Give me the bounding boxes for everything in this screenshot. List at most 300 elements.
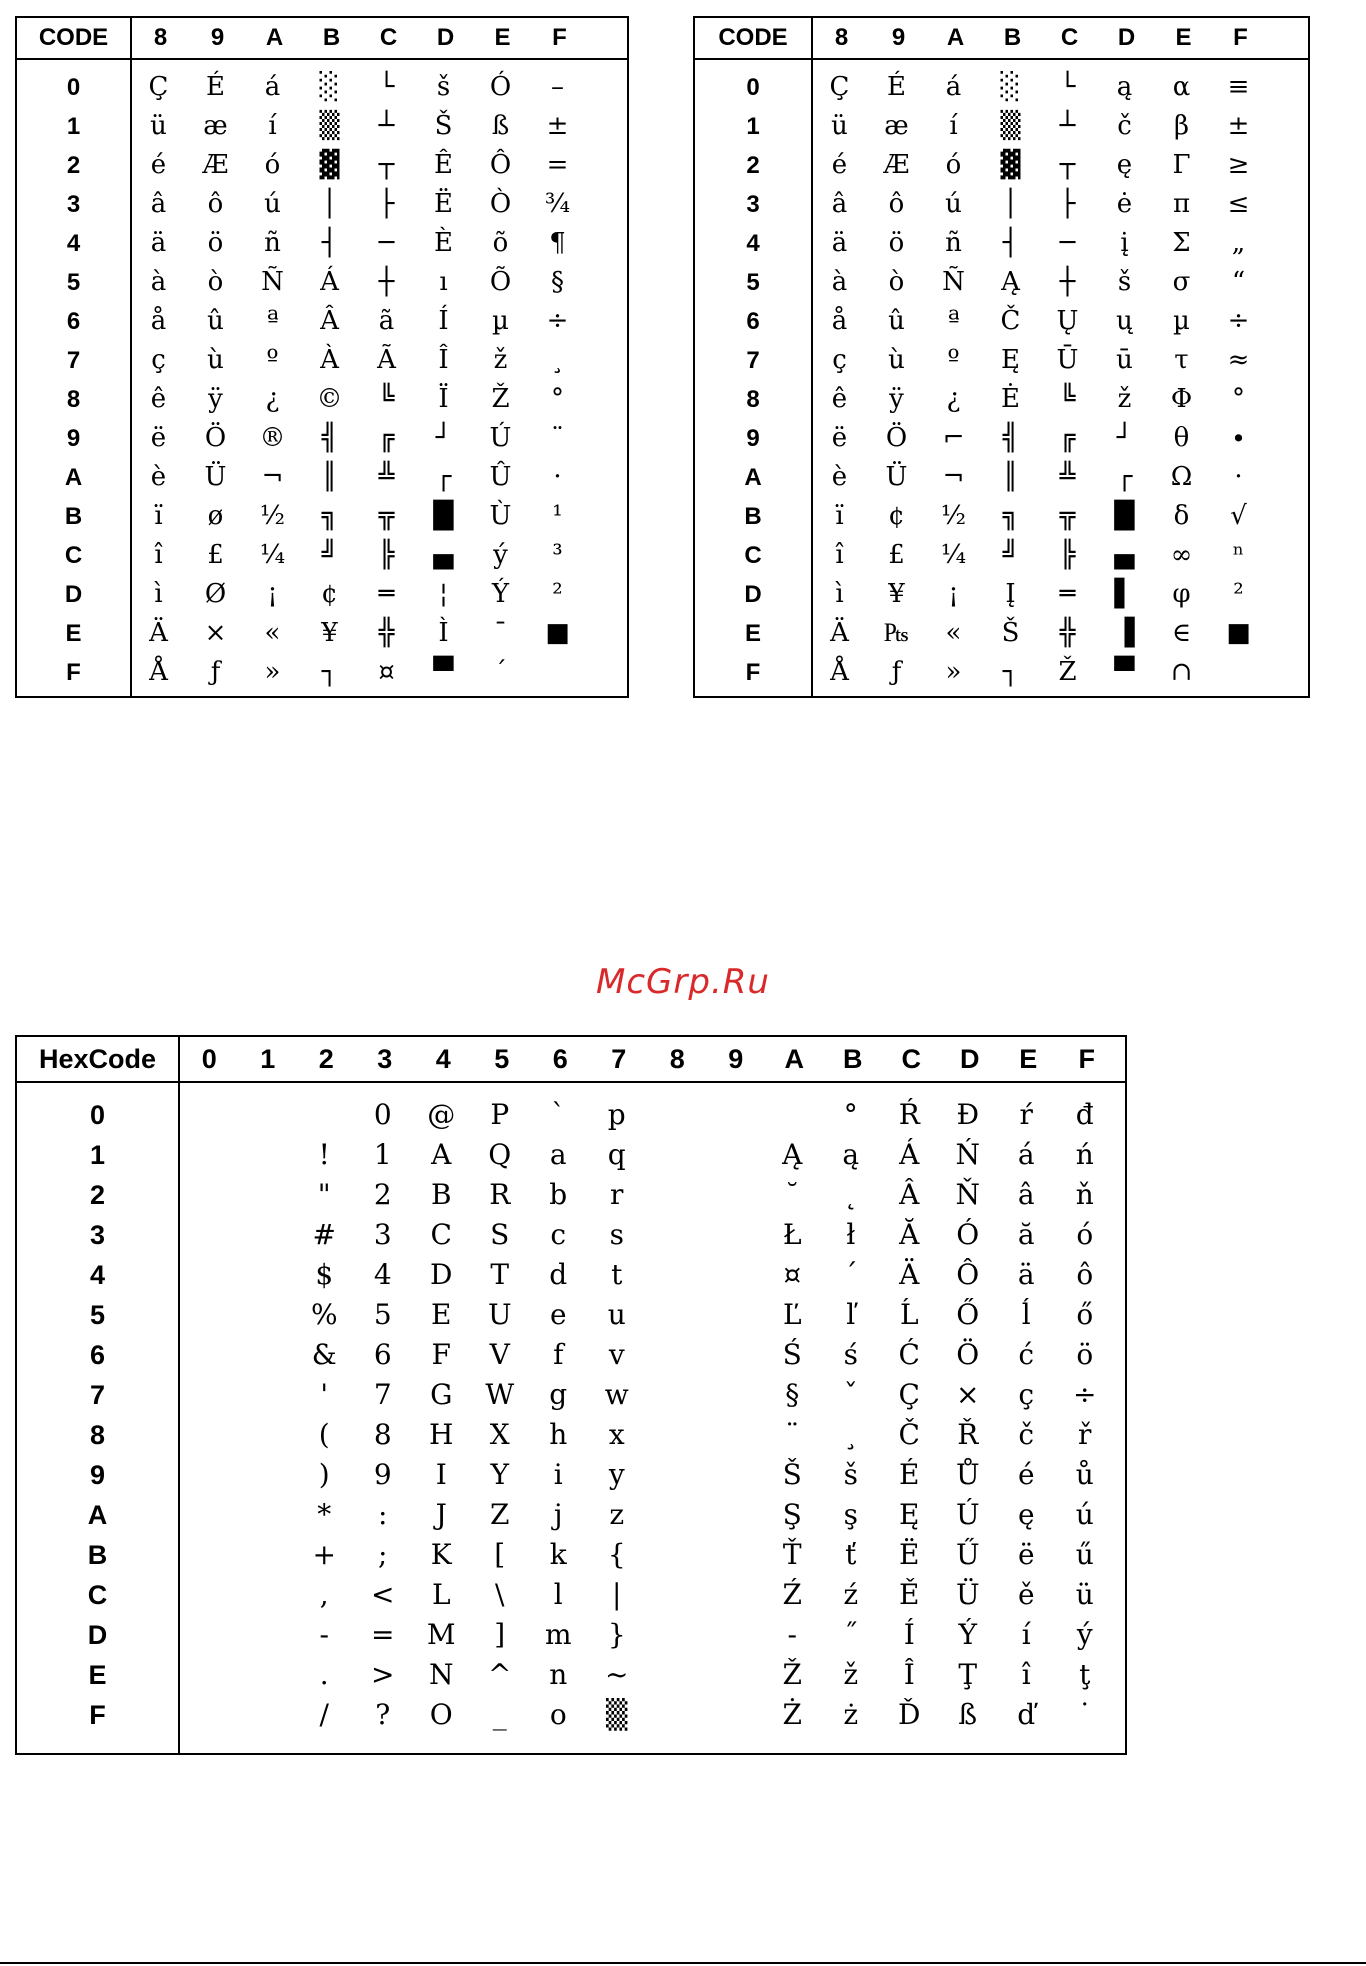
glyph-cell: đ	[1075, 1098, 1094, 1131]
glyph-cell: Ů	[955, 1458, 980, 1491]
glyph-cell: ö	[888, 228, 905, 258]
glyph-cell: Û	[489, 462, 512, 492]
glyph-cell: ╗	[1002, 501, 1019, 531]
glyph-cell: ß	[491, 111, 510, 141]
glyph-cell: >	[371, 1658, 395, 1691]
row-label: D	[744, 581, 762, 608]
watermark: McGrp.Ru	[596, 962, 770, 1002]
glyph-cell: %	[310, 1298, 338, 1331]
column-header: A	[784, 1044, 804, 1074]
glyph-cell: C	[430, 1218, 452, 1251]
glyph-cell: Ū	[1056, 345, 1079, 375]
glyph-cell: Ă	[899, 1218, 920, 1251]
glyph-cell: î	[835, 540, 844, 570]
glyph-cell: ┴	[378, 111, 395, 141]
glyph-cell: ░	[319, 72, 340, 102]
row-label: B	[64, 503, 83, 530]
glyph-cell: "	[317, 1178, 331, 1211]
glyph-cell: Í	[438, 306, 449, 336]
column-header: B	[843, 1044, 863, 1074]
glyph-cell: ù	[888, 345, 905, 375]
glyph-cell: ª	[266, 306, 279, 336]
glyph-cell: ∩	[1170, 657, 1193, 687]
glyph-cell: ñ	[264, 228, 281, 258]
glyph-cell: Ä	[149, 618, 168, 648]
glyph-cell: r	[610, 1178, 624, 1211]
code-table-right	[693, 16, 1310, 698]
glyph-cell: °	[843, 1098, 858, 1131]
column-header: 7	[611, 1044, 627, 1074]
glyph-cell: │	[1002, 189, 1019, 219]
glyph-cell: |	[612, 1578, 622, 1611]
glyph-cell: ë	[150, 423, 167, 453]
glyph-cell: ≈	[1227, 345, 1250, 375]
row-label: 0	[746, 74, 760, 101]
glyph-cell: ´	[843, 1258, 858, 1291]
glyph-cell: ă	[1017, 1218, 1035, 1251]
glyph-cell: Ď	[898, 1698, 921, 1731]
glyph-cell: ├	[378, 189, 395, 219]
glyph-cell: ,	[319, 1578, 329, 1611]
glyph-cell: √	[1230, 501, 1247, 531]
glyph-cell: Å	[149, 657, 168, 687]
glyph-cell: Š	[434, 111, 453, 141]
glyph-cell: Ű	[955, 1538, 980, 1571]
glyph-cell: z	[609, 1498, 625, 1531]
glyph-cell: _	[492, 1698, 507, 1731]
glyph-cell: E	[431, 1298, 452, 1331]
glyph-cell: Ź	[782, 1578, 802, 1611]
glyph-cell: Ç	[148, 72, 169, 102]
glyph-cell: ý	[493, 540, 508, 570]
row-label: D	[87, 1620, 108, 1650]
glyph-cell: Y	[490, 1458, 509, 1491]
row-label: 9	[746, 425, 760, 452]
glyph-cell: ž	[1117, 384, 1132, 414]
glyph-cell: 5	[373, 1298, 392, 1331]
glyph-cell: m	[544, 1618, 572, 1651]
glyph-cell: h	[549, 1418, 568, 1451]
row-label: 2	[746, 152, 760, 179]
glyph-cell: ═	[1059, 579, 1076, 609]
glyph-cell: Â	[899, 1178, 920, 1211]
glyph-cell: O	[429, 1698, 453, 1731]
glyph-cell: Ž	[1058, 657, 1077, 687]
glyph-cell: β	[1173, 111, 1190, 141]
glyph-cell: ń	[1075, 1138, 1094, 1171]
glyph-cell: Ż	[782, 1698, 802, 1731]
glyph-cell: Ó	[956, 1218, 980, 1251]
glyph-cell: ■	[1226, 618, 1251, 648]
column-header: 1	[260, 1044, 276, 1074]
column-header: C	[1060, 24, 1079, 51]
glyph-cell: Ñ	[942, 267, 965, 297]
glyph-cell: Ž	[491, 384, 510, 414]
glyph-cell: ú	[945, 189, 962, 219]
glyph-cell: ª	[947, 306, 960, 336]
glyph-cell: i	[553, 1458, 563, 1491]
glyph-cell: â	[150, 189, 167, 219]
glyph-cell: µ	[1173, 306, 1190, 336]
glyph-cell: 6	[373, 1338, 392, 1371]
glyph-cell: ë	[1017, 1538, 1035, 1571]
glyph-cell: (	[318, 1418, 330, 1451]
glyph-cell: @	[427, 1098, 456, 1131]
row-label: 9	[66, 425, 81, 452]
glyph-cell: α	[1172, 72, 1191, 102]
row-label: 0	[66, 74, 81, 101]
glyph-cell: Ø	[204, 579, 227, 609]
glyph-cell: ▄	[433, 540, 454, 570]
glyph-cell: Ų	[1056, 306, 1079, 336]
glyph-cell: ┐	[321, 657, 338, 687]
glyph-cell: ¡	[267, 579, 278, 609]
row-label: C	[744, 542, 762, 569]
glyph-cell: σ	[1172, 267, 1191, 297]
glyph-cell: L	[431, 1578, 451, 1611]
glyph-cell: ů	[1075, 1458, 1094, 1491]
glyph-cell: ¯	[494, 618, 507, 648]
glyph-cell: Á	[320, 267, 339, 297]
code-header: CODE	[17, 18, 132, 58]
glyph-cell: Ŕ	[898, 1098, 920, 1131]
glyph-cell: ž	[843, 1658, 859, 1691]
glyph-cell: ç	[1018, 1378, 1035, 1411]
glyph-cell: 3	[373, 1218, 392, 1251]
glyph-cell: „	[1231, 228, 1246, 258]
glyph-cell: í	[268, 111, 277, 141]
glyph-cell: ù	[207, 345, 224, 375]
glyph-cell: :	[378, 1498, 388, 1531]
glyph-cell: ]	[494, 1618, 506, 1651]
glyph-cell: ▓	[319, 150, 340, 180]
glyph-cell: ¶	[549, 228, 566, 258]
glyph-cell: Σ	[1172, 228, 1191, 258]
glyph-cell: Ą	[1001, 267, 1020, 297]
glyph-cell: ÷	[1227, 306, 1250, 336]
glyph-cell: ä	[831, 228, 848, 258]
column-header: D	[436, 24, 455, 51]
glyph-cell: «	[264, 618, 281, 648]
glyph-cell: y	[608, 1458, 625, 1491]
glyph-cell: p	[607, 1098, 626, 1131]
glyph-cell: Š	[1001, 618, 1020, 648]
glyph-cell: /	[319, 1698, 329, 1731]
column-header: 6	[552, 1044, 568, 1074]
glyph-cell: Ś	[782, 1338, 802, 1371]
glyph-cell: ─	[378, 228, 395, 258]
glyph-cell: ę	[1116, 150, 1133, 180]
glyph-cell: ┴	[1059, 111, 1076, 141]
glyph-cell: *	[317, 1498, 332, 1531]
glyph-cell: G	[430, 1378, 453, 1411]
glyph-cell: Ő	[956, 1298, 980, 1331]
glyph-cell: Ú	[489, 423, 512, 453]
glyph-cell: í	[949, 111, 958, 141]
glyph-cell: ·	[1234, 462, 1243, 492]
glyph-cell: B	[430, 1178, 452, 1211]
glyph-cell: ú	[264, 189, 281, 219]
glyph-cell: ·	[553, 462, 562, 492]
glyph-cell: └	[1059, 72, 1076, 102]
glyph-cell: ┌	[1116, 462, 1133, 492]
glyph-cell: è	[831, 462, 848, 492]
glyph-cell: °	[551, 384, 564, 414]
glyph-cell: Γ	[1172, 150, 1191, 180]
glyph-cell: l	[553, 1578, 563, 1611]
glyph-cell: ´	[494, 657, 507, 687]
glyph-cell: ¨	[551, 423, 564, 453]
glyph-cell: É	[899, 1458, 920, 1491]
glyph-cell: 0	[373, 1098, 392, 1131]
glyph-cell: å	[831, 306, 848, 336]
glyph-cell: ď	[1017, 1698, 1036, 1731]
glyph-cell: Õ	[489, 267, 512, 297]
glyph-cell: ä	[1017, 1258, 1035, 1291]
glyph-cell: {	[607, 1538, 626, 1571]
glyph-cell: ∞	[1170, 540, 1193, 570]
glyph-cell: Ę	[899, 1498, 920, 1531]
glyph-cell: ŕ	[1019, 1098, 1033, 1131]
glyph-cell: ę	[1017, 1498, 1035, 1531]
glyph-cell: ▒	[1000, 111, 1021, 141]
glyph-cell: ╣	[1002, 423, 1019, 453]
glyph-cell: δ	[1173, 501, 1190, 531]
glyph-cell: į	[1120, 228, 1129, 258]
glyph-cell: a	[549, 1138, 567, 1171]
glyph-cell: Ľ	[782, 1298, 802, 1331]
glyph-cell: ∈	[1171, 618, 1192, 648]
glyph-cell: ├	[1059, 189, 1076, 219]
glyph-cell: ╚	[378, 384, 395, 414]
glyph-cell: ¡	[948, 579, 959, 609]
glyph-cell: ╩	[378, 462, 395, 492]
glyph-cell: ║	[321, 462, 338, 492]
glyph-cell: =	[546, 150, 569, 180]
glyph-cell: Ù	[489, 501, 512, 531]
glyph-cell: #	[312, 1218, 336, 1251]
column-header: A	[946, 24, 965, 51]
glyph-cell: ò	[888, 267, 905, 297]
glyph-cell: á	[264, 72, 281, 102]
glyph-cell: õ	[492, 228, 509, 258]
glyph-cell: Á	[899, 1138, 920, 1171]
glyph-cell: ▒	[605, 1698, 628, 1731]
glyph-cell: M	[426, 1618, 456, 1651]
row-label: 2	[89, 1180, 106, 1210]
glyph-cell: è	[150, 462, 167, 492]
glyph-cell: æ	[884, 111, 909, 141]
glyph-cell: ï	[835, 501, 844, 531]
glyph-cell: Ì	[438, 618, 449, 648]
row-labels	[17, 1081, 180, 1753]
glyph-cell: ö	[1076, 1338, 1094, 1371]
glyph-cell: Ń	[955, 1138, 980, 1171]
glyph-cell: -	[319, 1618, 329, 1651]
glyph-cell: ≤	[1227, 189, 1250, 219]
glyph-cell: X	[489, 1418, 510, 1451]
glyph-cell: ┼	[1059, 267, 1076, 297]
glyph-cell: U	[487, 1298, 512, 1331]
column-header: F	[1233, 24, 1248, 51]
glyph-cell: é	[150, 150, 167, 180]
column-header: 2	[318, 1044, 334, 1074]
glyph-cell: Ó	[489, 72, 512, 102]
glyph-cell: ≡	[1227, 72, 1250, 102]
glyph-cell: «	[945, 618, 962, 648]
glyph-cell: V	[489, 1338, 510, 1371]
glyph-cell: í	[1021, 1618, 1031, 1651]
glyph-cell: Ł	[782, 1218, 802, 1251]
glyph-cell: ˘	[785, 1178, 800, 1211]
glyph-cell: ß	[958, 1698, 978, 1731]
glyph-cell: Ö	[204, 423, 227, 453]
row-label: 6	[746, 308, 760, 335]
glyph-cell: ×	[956, 1378, 980, 1411]
column-header: B	[1003, 24, 1022, 51]
glyph-cell: ¿	[946, 384, 961, 414]
glyph-cell: Æ	[202, 150, 229, 180]
glyph-cell: ┬	[378, 150, 395, 180]
glyph-cell: ì	[154, 579, 163, 609]
glyph-cell: t	[611, 1258, 623, 1291]
glyph-cell: ─	[1059, 228, 1076, 258]
glyph-cell: »	[264, 657, 281, 687]
glyph-cell: '	[320, 1378, 329, 1411]
glyph-cell: û	[888, 306, 905, 336]
row-label: 8	[746, 386, 760, 413]
column-header: 8	[153, 24, 168, 51]
glyph-cell: ╣	[321, 423, 338, 453]
glyph-cell: ═	[378, 579, 395, 609]
glyph-cell: P	[490, 1098, 510, 1131]
glyph-cell: È	[434, 228, 453, 258]
glyph-cell: ^	[488, 1658, 512, 1691]
glyph-cell: ?	[375, 1698, 391, 1731]
row-label: 9	[89, 1460, 106, 1490]
row-label: 7	[89, 1380, 106, 1410]
glyph-cell: ˇ	[843, 1378, 858, 1411]
column-header: D	[1117, 24, 1136, 51]
column-header: E	[1019, 1044, 1038, 1074]
glyph-cell: Ţ	[958, 1658, 978, 1691]
glyph-cell: Î	[903, 1658, 915, 1691]
glyph-cell: ²	[1233, 579, 1244, 609]
column-header: E	[1175, 24, 1192, 51]
glyph-cell: ¬	[942, 462, 965, 492]
glyph-cell: ý	[1076, 1618, 1093, 1651]
glyph-cell: N	[429, 1658, 454, 1691]
glyph-cell: Ž	[782, 1658, 802, 1691]
glyph-cell: ~	[605, 1658, 629, 1691]
glyph-cell: ç	[832, 345, 847, 375]
glyph-cell: ê	[150, 384, 167, 414]
glyph-cell: ⁿ	[1232, 540, 1245, 570]
glyph-cell: ¥	[321, 618, 338, 648]
glyph-cell: î	[1021, 1658, 1031, 1691]
glyph-cell: φ	[1172, 579, 1191, 609]
glyph-cell: Ň	[955, 1178, 980, 1211]
glyph-cell: ź	[843, 1578, 859, 1611]
glyph-cell: Z	[490, 1498, 510, 1531]
glyph-cell: k	[549, 1538, 567, 1571]
glyph-cell: ╩	[1059, 462, 1076, 492]
glyph-cell: c	[550, 1218, 567, 1251]
glyph-cell: Ć	[898, 1338, 920, 1371]
glyph-cell: Â	[320, 306, 339, 336]
glyph-cell: ò	[207, 267, 224, 297]
glyph-cell: I	[435, 1458, 447, 1491]
glyph-cell: ó	[945, 150, 962, 180]
row-labels	[17, 58, 132, 696]
glyph-cell: “	[1231, 267, 1246, 297]
glyph-cell: ì	[835, 579, 844, 609]
column-header: C	[379, 24, 398, 51]
glyph-cell: Ř	[957, 1418, 979, 1451]
glyph-cell: ®	[259, 423, 286, 453]
glyph-cell: À	[320, 345, 339, 375]
row-label: 6	[66, 308, 81, 335]
glyph-cell: ö	[207, 228, 224, 258]
glyph-cell: ė	[1116, 189, 1133, 219]
column-header: C	[901, 1044, 921, 1074]
glyph-cell: ¿	[265, 384, 280, 414]
row-label: F	[745, 659, 761, 686]
glyph-cell: <	[371, 1578, 395, 1611]
glyph-cell: ÿ	[889, 384, 904, 414]
column-header: 5	[494, 1044, 510, 1074]
glyph-cell: R	[489, 1178, 511, 1211]
row-label: F	[89, 1700, 106, 1730]
row-label: 8	[66, 386, 81, 413]
glyph-cell: H	[429, 1418, 454, 1451]
glyph-cell: v	[608, 1338, 625, 1371]
glyph-cell: Ä	[899, 1258, 920, 1291]
glyph-cell: x	[608, 1418, 625, 1451]
glyph-cell: Ą	[782, 1138, 803, 1171]
glyph-cell: ť	[845, 1538, 857, 1571]
glyph-cell: Į	[1005, 579, 1016, 609]
row-label: A	[64, 464, 83, 491]
glyph-cell: æ	[203, 111, 228, 141]
glyph-cell: š	[436, 72, 451, 102]
table-header	[17, 18, 627, 60]
glyph-cell: É	[206, 72, 225, 102]
glyph-cell: u	[607, 1298, 626, 1331]
code-header: HexCode	[17, 1037, 180, 1081]
glyph-cell: █	[433, 501, 454, 531]
glyph-cell: ä	[150, 228, 167, 258]
row-label: 0	[89, 1100, 106, 1130]
glyph-cell: ï	[154, 501, 163, 531]
code-header: CODE	[695, 18, 813, 58]
glyph-cell: ł	[846, 1218, 856, 1251]
glyph-cell: Ê	[434, 150, 453, 180]
glyph-cell: ¬	[261, 462, 284, 492]
glyph-cell: à	[831, 267, 848, 297]
glyph-cell: ū	[1116, 345, 1133, 375]
glyph-cell: Ę	[1001, 345, 1020, 375]
glyph-cell: K	[430, 1538, 452, 1571]
glyph-cell: Ě	[899, 1578, 920, 1611]
glyph-cell: Ý	[491, 579, 510, 609]
glyph-cell: ©	[316, 384, 343, 414]
glyph-cell: ┌	[435, 462, 452, 492]
column-header: B	[322, 24, 341, 51]
row-label: 1	[66, 113, 81, 140]
glyph-cell: ¸	[843, 1418, 858, 1451]
glyph-cell: ô	[207, 189, 224, 219]
